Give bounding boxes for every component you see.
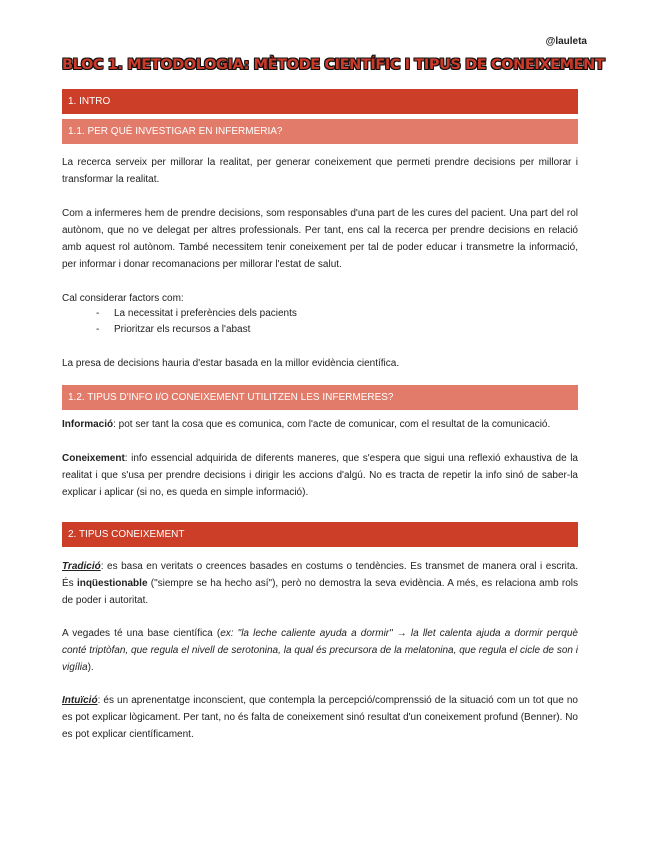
paragraph-nurse-decisions: Com a infermeres hem de prendre decisions, som responsables d'una part de les cures del pacient. Una part del rol autònom, que no ve delegat per altres professionals. Per tant, ens cal la recerca per prendre decisions en relació amb aquest rol autònom. També necessitem tenir coneixement per tal de poder educar i transmetre la informació, per informar i donar recomanacions per millorar l'estat de salut. <box>62 208 578 270</box>
author-handle: @lauleta <box>545 36 587 47</box>
paragraph-intuition <box>62 692 578 743</box>
definition-text: : és un aprenentatge inconscient, que contempla la percepció/comprenssió de la situació com un tot que no es pot explicar lògicament. Per tant, no és falta de coneixement sinó resultat d'un coneixement profund (Benner). No es pot explicar científicament. <box>62 695 578 740</box>
definition-text: : es basa en veritats o creences basades en costums o tendències. Es transmet de manera oral i escrita. És <box>62 561 578 589</box>
bullet-dash: - <box>96 308 100 319</box>
paragraph-factors-intro: Cal considerar factors com: <box>62 293 184 304</box>
definition-text: : pot ser tant la cosa que es comunica, com l'acte de comunicar, com el resultat de la comunicació. <box>113 419 551 430</box>
example-text: ex: "la leche caliente ayuda a dormir" → la llet calenta ajuda a dormir perquè conté triptòfan, que regula el nivell de serotonina, la qual és precursora de la melatonina, que regula el cicle de son i vigília <box>62 628 578 673</box>
paragraph-information-definition <box>62 416 578 433</box>
paragraph-knowledge-definition <box>62 450 578 501</box>
list-item <box>96 306 297 322</box>
list-item-text: Prioritzar els recursos a l'abast <box>114 324 251 335</box>
paragraph-scientific-basis <box>62 625 578 676</box>
paragraph-research-purpose: La recerca serveix per millorar la realitat, per generar coneixement que permeti prendre decisions per millorar i transformar la realitat. <box>62 157 578 185</box>
document-title: BLOC 1. METODOLOGIA: MÈTODE CIENTÍFIC I TIPUS DE CONEIXEMENT <box>62 57 605 73</box>
list-item-text: La necessitat i preferències dels pacients <box>114 308 297 319</box>
term-tradicio: Tradició <box>62 561 101 572</box>
section-header-why-research: 1.1. PER QUÈ INVESTIGAR EN INFERMERIA? <box>62 119 578 144</box>
section-header-intro: 1. INTRO <box>62 89 578 114</box>
list-item <box>96 322 250 338</box>
definition-text: : info essencial adquirida de diferents maneres, que s'espera que sigui una reflexió exhaustiva de la realitat i que s'usa per prendre decisions i dirigir les accions d'algú. No es tracta de repetir la info sinó de saber-la explicar i aplicar (si no, es queda en simple informació). <box>62 453 578 498</box>
term-informacio: Informació <box>62 419 114 430</box>
bullet-dash: - <box>96 324 100 335</box>
section-header-info-types: 1.2. TIPUS D'INFO I/O CONEIXEMENT UTILITZEN LES INFERMERES? <box>62 385 578 410</box>
paragraph-text: ). <box>87 662 94 673</box>
definition-text: ("siempre se ha hecho así"), però no demostra la seva evidència. A més, es relaciona amb rols de poder i autoritat. <box>62 578 578 606</box>
paragraph-text: A vegades té una base científica ( <box>62 628 221 639</box>
term-coneixement: Coneixement <box>62 453 125 464</box>
term-intuicio: Intuïció <box>62 695 98 706</box>
paragraph-evidence: La presa de decisions hauria d'estar basada en la millor evidència científica. <box>62 358 400 369</box>
term-inqestionable: inqüestionable <box>76 578 148 589</box>
paragraph-tradition <box>62 558 578 609</box>
section-header-knowledge-types: 2. TIPUS CONEIXEMENT <box>62 522 578 547</box>
